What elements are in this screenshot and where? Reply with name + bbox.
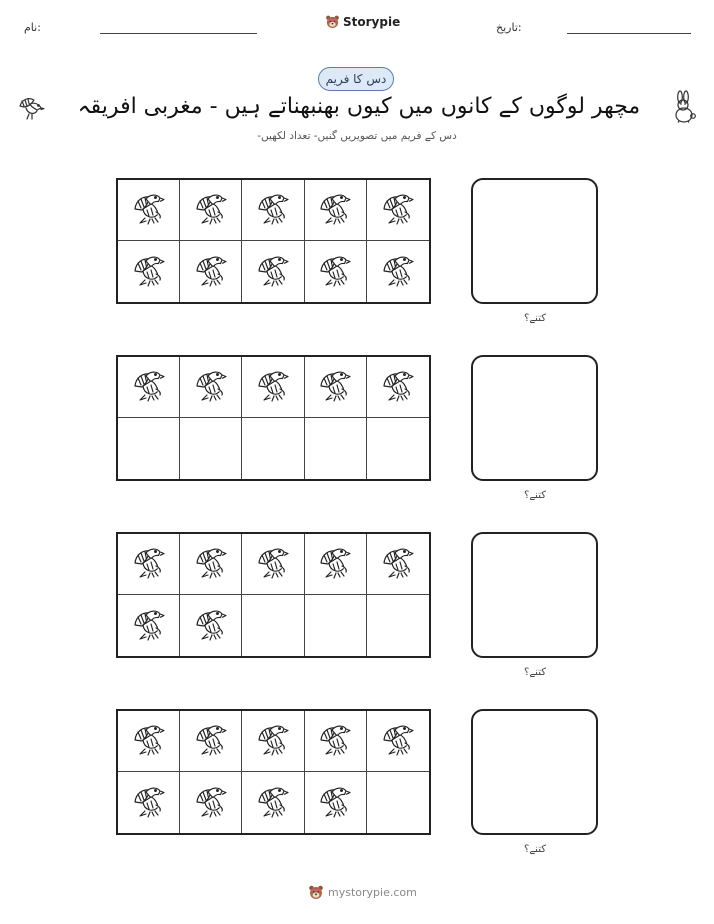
eagle-icon — [253, 188, 293, 232]
frame-cell — [242, 241, 304, 302]
frame-cell — [305, 418, 367, 479]
frame-cell — [305, 711, 367, 772]
brand-logo — [325, 14, 400, 29]
frame-cell — [367, 534, 429, 595]
eagle-icon — [191, 604, 231, 648]
eagle-icon — [315, 781, 355, 825]
frame-cell — [305, 357, 367, 418]
frame-cell — [367, 418, 429, 479]
frame-cell — [180, 357, 242, 418]
frame-cell — [242, 357, 304, 418]
frame-cell — [367, 241, 429, 302]
eagle-icon — [315, 250, 355, 294]
how-many-label: کتنے؟ — [524, 667, 546, 678]
frame-cell — [118, 241, 180, 302]
bear-face-icon — [308, 884, 324, 900]
footer-site: mystorypie.com — [328, 885, 417, 899]
brand-name: Storypie — [343, 14, 401, 29]
ten-frame — [116, 709, 431, 835]
date-line[interactable] — [567, 33, 691, 34]
eagle-icon — [129, 365, 169, 409]
eagle-icon — [378, 188, 418, 232]
footer — [308, 884, 417, 900]
frame-cell — [180, 534, 242, 595]
eagle-icon — [191, 542, 231, 586]
frame-cell — [118, 595, 180, 656]
answer-box[interactable] — [471, 532, 598, 658]
eagle-icon — [378, 365, 418, 409]
frame-cell — [367, 595, 429, 656]
frame-cell — [180, 418, 242, 479]
how-many-label: کتنے؟ — [524, 844, 546, 855]
eagle-icon — [378, 719, 418, 763]
page-title: مچھر لوگوں کے کانوں میں کیوں بھنبھناتے ہیں - مغربی افریقہ — [77, 94, 641, 119]
eagle-icon — [129, 781, 169, 825]
eagle-icon — [191, 781, 231, 825]
section-badge: دس کا فریم — [318, 67, 394, 91]
frame-cell — [242, 534, 304, 595]
bird-icon — [14, 90, 46, 122]
eagle-icon — [191, 188, 231, 232]
eagle-icon — [191, 365, 231, 409]
eagle-icon — [315, 542, 355, 586]
frame-cell — [118, 772, 180, 833]
eagle-icon — [315, 188, 355, 232]
frame-cell — [180, 180, 242, 241]
ten-frame — [116, 178, 431, 304]
frame-cell — [367, 711, 429, 772]
ten-frame — [116, 355, 431, 481]
bear-face-icon — [325, 14, 340, 29]
name-label: نام: — [24, 21, 41, 34]
eagle-icon — [315, 365, 355, 409]
ten-frame — [116, 532, 431, 658]
answer-box[interactable] — [471, 178, 598, 304]
name-line[interactable] — [100, 33, 257, 34]
eagle-icon — [378, 542, 418, 586]
frame-cell — [180, 711, 242, 772]
eagle-icon — [253, 781, 293, 825]
frame-cell — [242, 772, 304, 833]
eagle-icon — [129, 250, 169, 294]
frame-cell — [367, 357, 429, 418]
frame-cell — [242, 180, 304, 241]
eagle-icon — [129, 188, 169, 232]
frame-cell — [118, 711, 180, 772]
eagle-icon — [253, 542, 293, 586]
answer-box[interactable] — [471, 355, 598, 481]
frame-cell — [305, 241, 367, 302]
frame-cell — [242, 418, 304, 479]
eagle-icon — [378, 250, 418, 294]
frame-cell — [367, 772, 429, 833]
frame-cell — [118, 180, 180, 241]
frame-cell — [305, 180, 367, 241]
how-many-label: کتنے؟ — [524, 490, 546, 501]
instructions: دس کے فریم میں تصویریں گنیں- تعداد لکھیں- — [257, 130, 457, 142]
frame-cell — [242, 711, 304, 772]
frame-cell — [242, 595, 304, 656]
how-many-label: کتنے؟ — [524, 313, 546, 324]
frame-cell — [367, 180, 429, 241]
frame-cell — [180, 241, 242, 302]
date-label: تاریخ: — [496, 21, 522, 34]
frame-cell — [118, 418, 180, 479]
frame-cell — [180, 595, 242, 656]
eagle-icon — [253, 365, 293, 409]
frame-cell — [118, 534, 180, 595]
eagle-icon — [129, 719, 169, 763]
frame-cell — [305, 595, 367, 656]
eagle-icon — [129, 604, 169, 648]
eagle-icon — [191, 250, 231, 294]
answer-box[interactable] — [471, 709, 598, 835]
frame-cell — [305, 772, 367, 833]
eagle-icon — [253, 250, 293, 294]
eagle-icon — [315, 719, 355, 763]
eagle-icon — [191, 719, 231, 763]
eagle-icon — [253, 719, 293, 763]
rabbit-icon — [668, 90, 700, 124]
frame-cell — [180, 772, 242, 833]
eagle-icon — [129, 542, 169, 586]
frame-cell — [305, 534, 367, 595]
frame-cell — [118, 357, 180, 418]
